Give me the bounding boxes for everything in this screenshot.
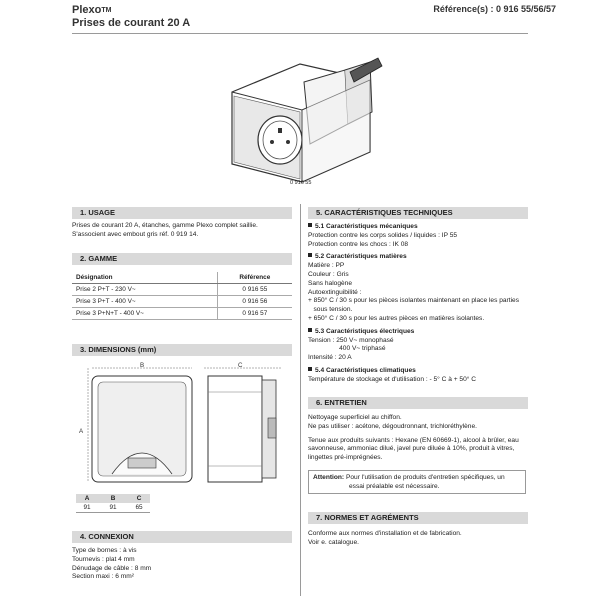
- section-caracteristiques-title: 5. CARACTÉRISTIQUES TECHNIQUES: [308, 207, 528, 219]
- dimension-label-a: A: [79, 428, 84, 435]
- gamme-table: [72, 272, 292, 320]
- entretien-line: savonneuse, ammoniac dilué, javel pure diluée à 10%, produit à vitres,: [308, 445, 515, 453]
- gamme-designation: Prise 2 P+T - 230 V~: [72, 284, 217, 296]
- gamme-designation: Prise 3 P+N+T - 400 V~: [72, 308, 217, 320]
- gamme-header-row: [72, 272, 292, 284]
- entretien-line: Ne pas utiliser : acétone, dégoudronnant, trichloréthylène.: [308, 422, 477, 430]
- clim-heading: 5.4 Caractéristiques climatiques: [308, 367, 533, 376]
- connexion-line: Type de bornes : à vis: [72, 547, 137, 554]
- meca-line: Protection contre les chocs : IK 08: [308, 240, 409, 248]
- clim-line: Température de stockage et d'utilisation : - 5° C à + 50° C: [308, 375, 476, 383]
- product-image: [220, 52, 390, 192]
- table-row: [72, 296, 292, 308]
- section-entretien-title: 6. ENTRETIEN: [308, 397, 528, 409]
- attention-text-2: essai préalable est nécessaire.: [349, 482, 440, 490]
- dimensions-value-b: 91: [98, 503, 128, 513]
- table-row: [72, 284, 292, 296]
- product-subtitle: Prises de courant 20 A: [72, 17, 191, 29]
- section-connexion-title: 4. CONNEXION: [72, 531, 292, 543]
- dimensions-value-c: 65: [128, 503, 150, 513]
- reference-label: Référence(s) : 0 916 55/56/57: [433, 4, 556, 14]
- brand-name: Plexo: [72, 4, 102, 16]
- mat-line: Autoextinguibilité :: [308, 288, 362, 296]
- mat-line: + 850° C / 30 s pour les pièces isolantes maintenant en place les parties: [308, 297, 520, 305]
- usage-line: Prises de courant 20 A, étanches, gamme Plexo complet saillie.: [72, 222, 258, 229]
- page-title: [72, 4, 190, 30]
- gamme-reference: 0 916 57: [217, 308, 292, 320]
- connexion-line: Dénudage de câble : 8 mm: [72, 564, 152, 572]
- section-usage-title: 1. USAGE: [72, 207, 292, 219]
- connexion-text: [72, 547, 297, 582]
- elec-line: Intensité : 20 A: [308, 354, 352, 362]
- gamme-header-designation: Désignation: [72, 272, 217, 284]
- section-normes-title: 7. NORMES ET AGRÉMENTS: [308, 512, 528, 524]
- usage-line: S'associent avec embout gris réf. 0 919 14.: [72, 230, 199, 238]
- mat-line: + 650° C / 30 s pour les autres pièces en matières isolantes.: [308, 314, 485, 322]
- mat-heading: 5.2 Caractéristiques matières: [308, 253, 533, 262]
- dimension-label-b: B: [140, 362, 145, 369]
- bullet-square-icon: [308, 367, 312, 371]
- column-divider: [300, 204, 301, 596]
- table-row: [72, 308, 292, 320]
- attention-box: [308, 470, 526, 494]
- product-image-caption: 0 916 55: [290, 180, 312, 186]
- meca-line: Protection contre les corps solides / liquides : IP 55: [308, 231, 458, 239]
- dimensions-drawing: [72, 362, 297, 487]
- header-divider: [72, 33, 528, 34]
- table-row: [76, 503, 150, 513]
- caracteristiques-text: [308, 223, 533, 385]
- bullet-square-icon: [308, 253, 312, 257]
- brand-trademark: TM: [101, 7, 112, 14]
- normes-line: Voir e. catalogue.: [308, 538, 359, 546]
- dimension-label-c: C: [238, 362, 243, 369]
- gamme-designation: Prise 3 P+T - 400 V~: [72, 296, 217, 308]
- connexion-line: Tournevis : plat 4 mm: [72, 555, 135, 563]
- elec-line: 400 V~ triphasé: [308, 345, 386, 353]
- entretien-line: lingettes pré-imprégnées.: [308, 454, 383, 462]
- gamme-reference: 0 916 56: [217, 296, 292, 308]
- normes-text: [308, 530, 533, 548]
- elec-line: Tension : 250 V~ monophasé: [308, 336, 394, 344]
- entretien-line: Nettoyage superficiel au chiffon.: [308, 414, 402, 421]
- attention-text: Pour l'utilisation de produits d'entretien spécifiques, un: [344, 474, 505, 481]
- dimensions-header-c: C: [128, 494, 150, 503]
- normes-line: Conforme aux normes d'installation et de fabrication.: [308, 530, 462, 537]
- dimensions-header-a: A: [76, 494, 98, 503]
- entretien-line: Tenue aux produits suivants : Hexane (EN 60669-1), alcool à brûler, eau: [308, 436, 519, 444]
- mat-line: Couleur : Gris: [308, 270, 349, 278]
- connexion-line: Section maxi : 6 mm²: [72, 573, 134, 581]
- dimensions-table: [76, 494, 150, 513]
- section-dimensions-title: 3. DIMENSIONS (mm): [72, 344, 292, 356]
- dimensions-header-b: B: [98, 494, 128, 503]
- mat-line: Matière : PP: [308, 262, 345, 270]
- entretien-text: [308, 414, 533, 463]
- bullet-square-icon: [308, 328, 312, 332]
- gamme-reference: 0 916 55: [217, 284, 292, 296]
- gamme-header-reference: Référence: [217, 272, 292, 284]
- meca-heading: 5.1 Caractéristiques mécaniques: [308, 223, 533, 232]
- section-gamme-title: 2. GAMME: [72, 253, 292, 265]
- dimensions-value-a: 91: [76, 503, 98, 513]
- mat-line: Sans halogène: [308, 279, 352, 287]
- usage-text: [72, 222, 297, 240]
- mat-line: sous tension.: [308, 306, 353, 314]
- elec-heading: 5.3 Caractéristiques électriques: [308, 328, 533, 337]
- bullet-square-icon: [308, 223, 312, 227]
- dimensions-header-row: [76, 494, 150, 503]
- attention-label: Attention:: [313, 474, 345, 481]
